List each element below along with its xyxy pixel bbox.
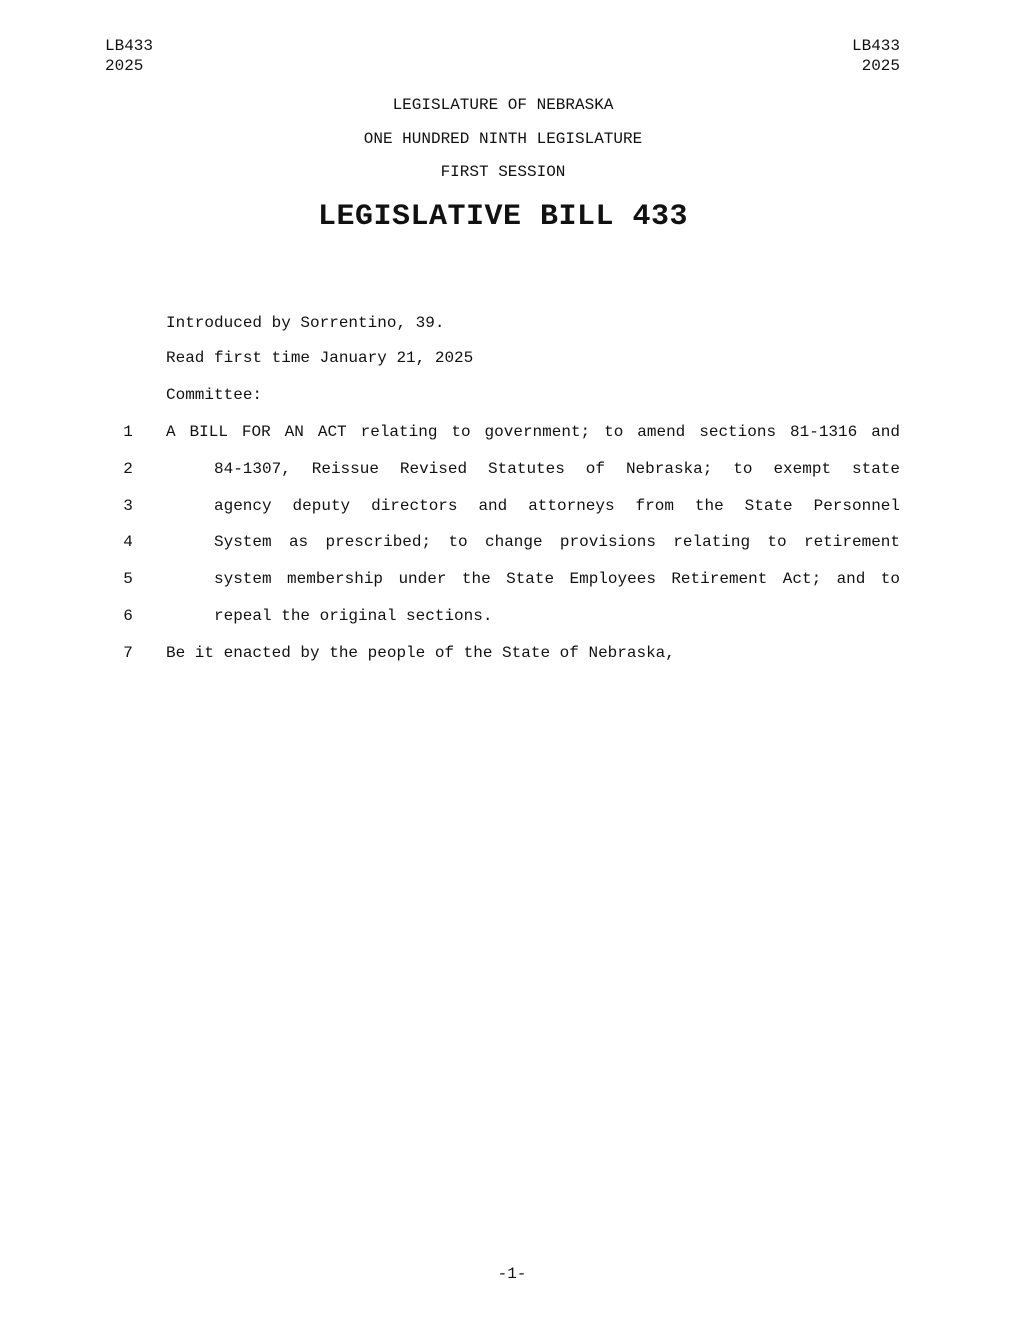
line-text: 84-1307, Reissue Revised Statutes of Nebraska; to exempt state [214, 460, 900, 478]
bill-line [0, 644, 1024, 668]
bill-line [0, 533, 1024, 557]
bill-number-right: LB433 [851, 37, 900, 55]
line-text: system membership under the State Employees Retirement Act; and to [214, 570, 900, 588]
bill-line [0, 460, 1024, 484]
bill-line [0, 497, 1024, 521]
read-first-time: Read first time January 21, 2025 [166, 349, 474, 367]
introduced-by: Introduced by Sorrentino, 39. [166, 314, 445, 332]
bill-year-right: 2025 [861, 57, 900, 75]
legislature-heading: LEGISLATURE OF NEBRASKA [392, 96, 614, 114]
line-number: 5 [123, 570, 133, 588]
bill-line [0, 570, 1024, 594]
line-number: 4 [123, 533, 133, 551]
header-left [105, 36, 153, 76]
line-text: A BILL FOR AN ACT relating to government; to amend sections 81-1316 and [166, 423, 900, 441]
session-name-heading: ONE HUNDRED NINTH LEGISLATURE [363, 130, 643, 148]
line-number: 2 [123, 460, 133, 478]
line-number: 1 [123, 423, 133, 441]
header-right [852, 36, 900, 76]
bill-number-left: LB433 [105, 37, 154, 55]
bill-year-left: 2025 [105, 57, 144, 75]
bill-title: LEGISLATIVE BILL 433 [317, 200, 689, 234]
line-number: 7 [123, 644, 133, 662]
page-number: -1- [497, 1265, 527, 1283]
line-text: Be it enacted by the people of the State of Nebraska, [166, 644, 675, 662]
bill-line [0, 423, 1024, 447]
line-text: System as prescribed; to change provisions relating to retirement [214, 533, 900, 551]
line-number: 3 [123, 497, 133, 515]
line-text: agency deputy directors and attorneys from the State Personnel [214, 497, 900, 515]
bill-line [0, 607, 1024, 631]
line-text: repeal the original sections. [214, 607, 493, 625]
line-number: 6 [123, 607, 133, 625]
session-heading: FIRST SESSION [440, 163, 566, 181]
committee-label: Committee: [166, 386, 263, 404]
